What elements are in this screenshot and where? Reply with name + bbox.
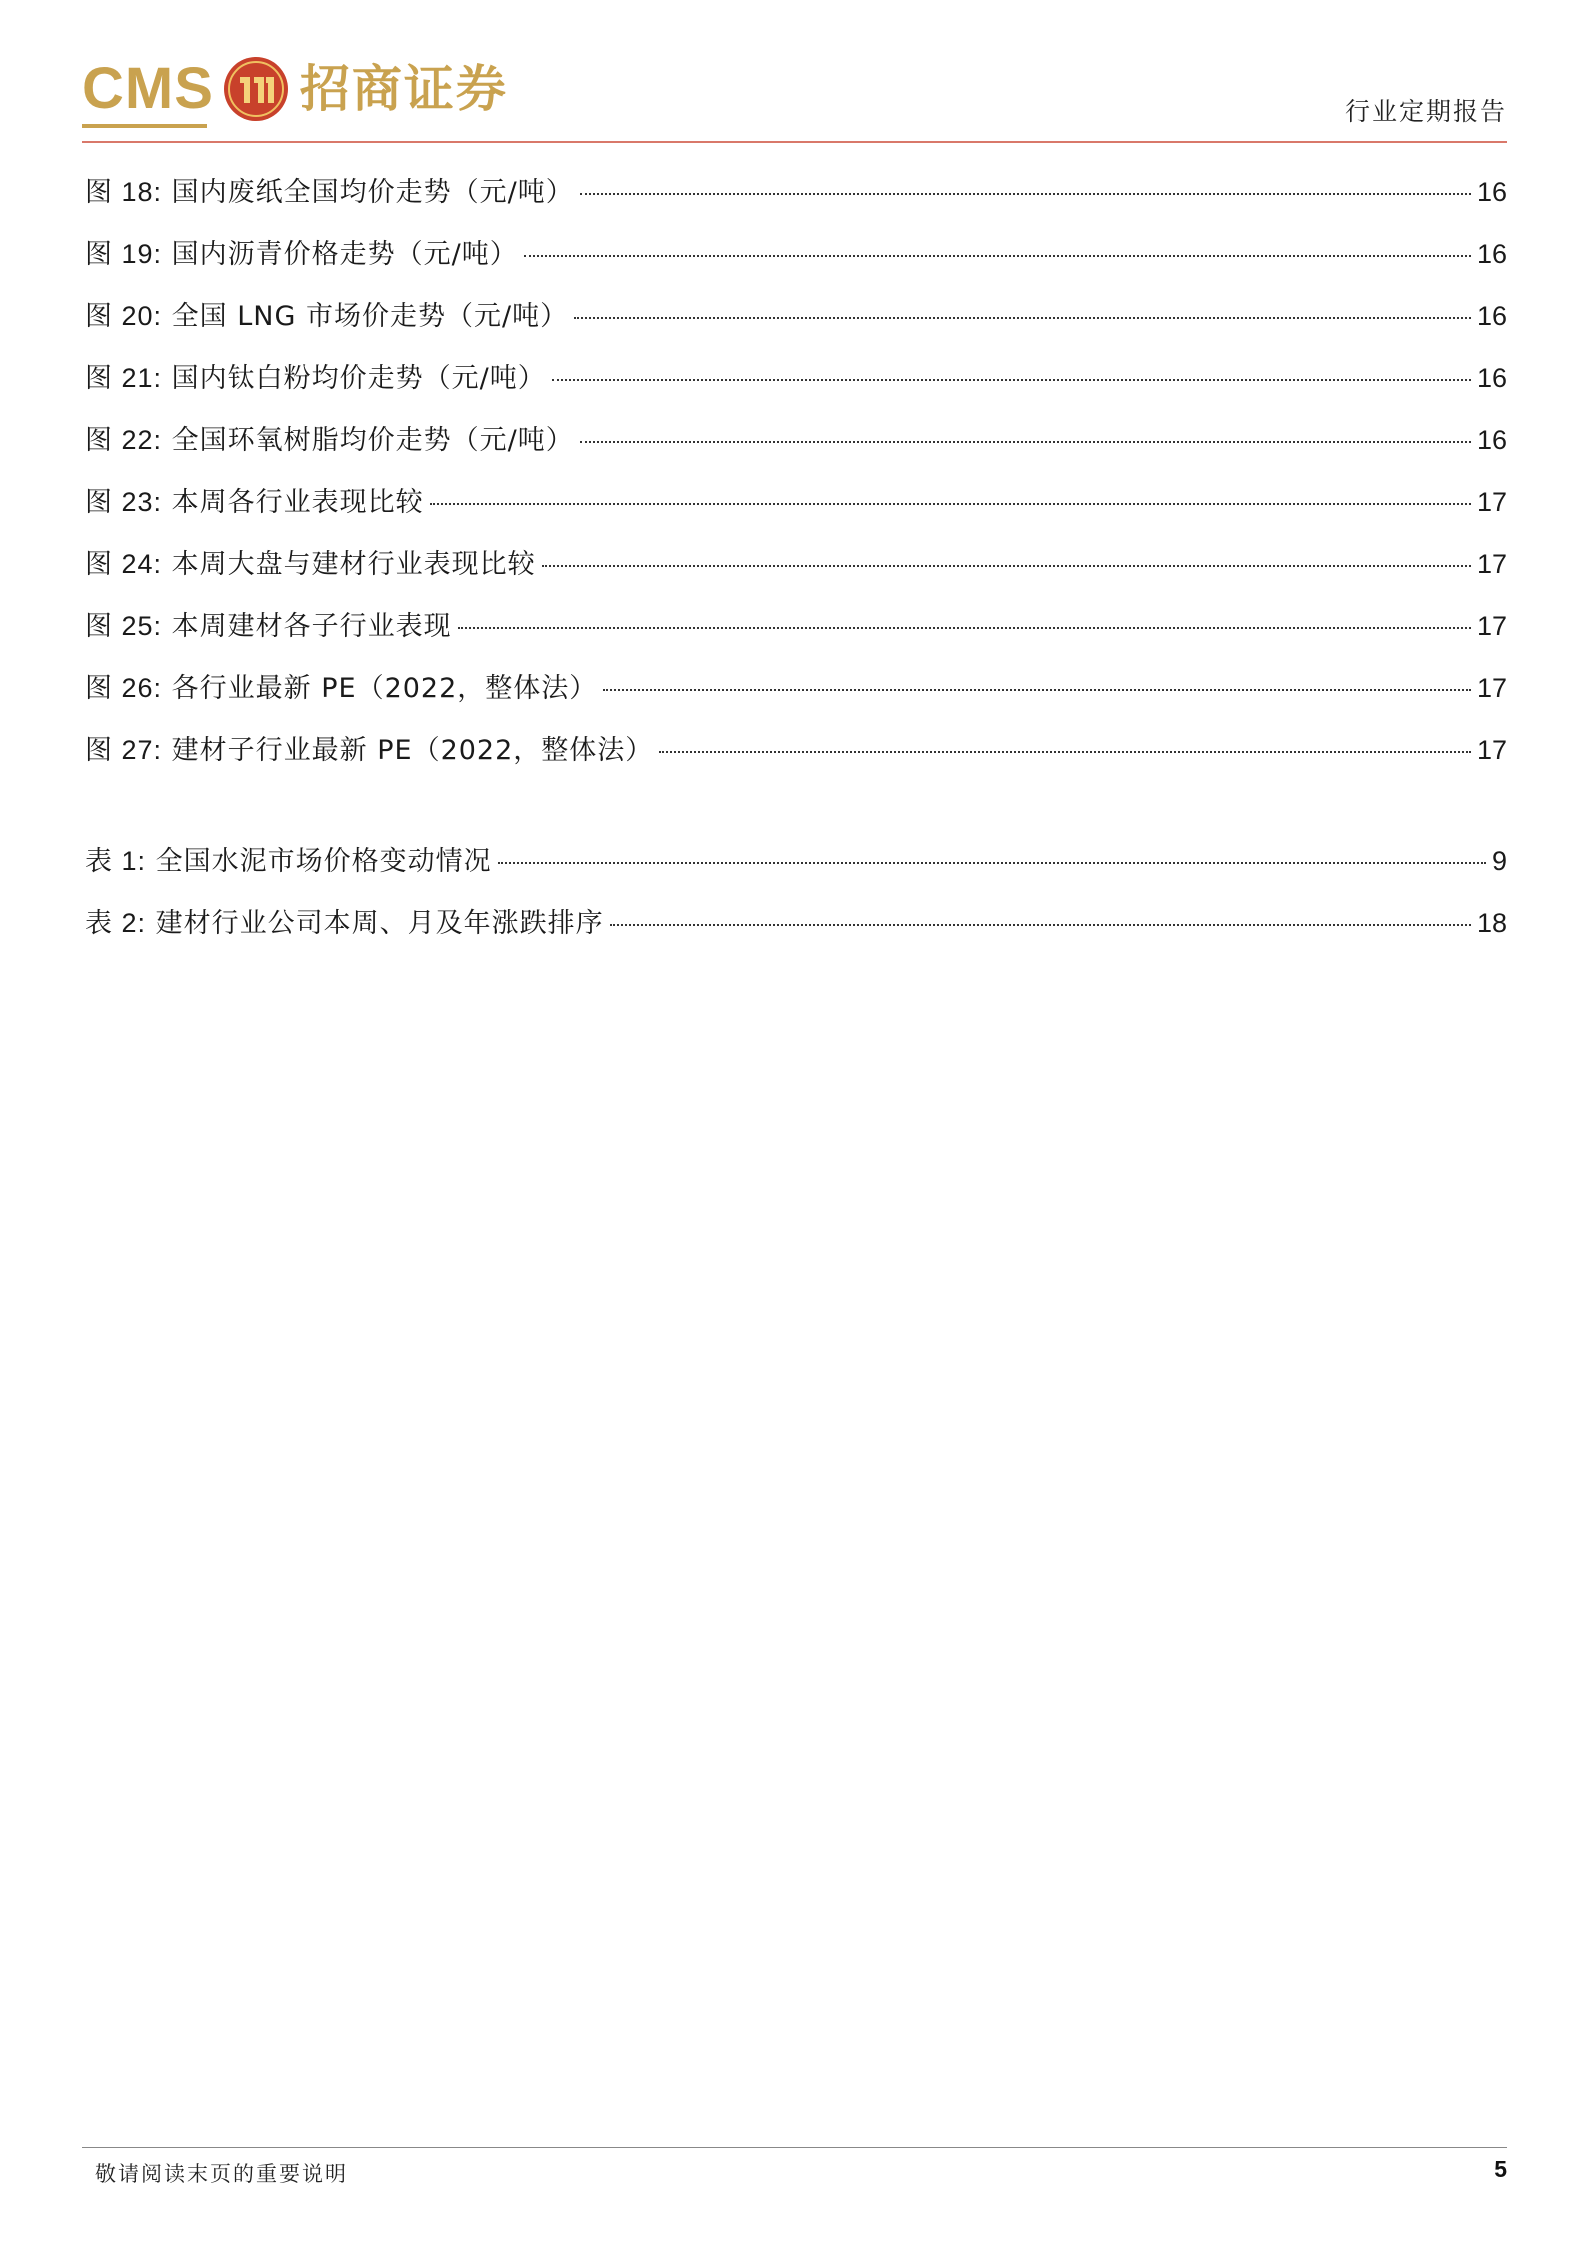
toc-entry-title: 本周建材各子行业表现 xyxy=(171,611,452,642)
toc-entry-page: 17 xyxy=(1476,673,1507,703)
toc-dot-leader xyxy=(580,441,1471,443)
toc-entry-title: 全国水泥市场价格变动情况 xyxy=(155,846,492,877)
toc-entry-prefix: 图 26: xyxy=(85,673,163,703)
toc-entry-page: 16 xyxy=(1476,363,1507,393)
toc-entry-title: 本周大盘与建材行业表现比较 xyxy=(171,549,536,580)
toc-entry-page: 16 xyxy=(1476,177,1507,207)
toc-entry-title: 全国 LNG 市场价走势（元/吨） xyxy=(171,301,569,332)
footer-divider xyxy=(82,2147,1507,2148)
toc-dot-leader xyxy=(659,751,1471,753)
logo-chinese-name: 招商证券 xyxy=(299,59,508,118)
toc-entry-title: 建材子行业最新 PE（2022，整体法） xyxy=(171,735,654,766)
cms-logo xyxy=(82,54,508,124)
page-header xyxy=(82,54,1507,144)
toc-entry-page: 16 xyxy=(1476,239,1507,269)
logo-underline xyxy=(82,124,207,128)
toc-entry-label xyxy=(85,482,424,523)
toc-entry-prefix: 图 20: xyxy=(85,301,163,331)
figure-toc-row[interactable] xyxy=(85,296,1507,358)
toc-entry-title: 国内沥青价格走势（元/吨） xyxy=(171,239,518,270)
table-toc-row[interactable] xyxy=(85,841,1507,903)
toc-entry-prefix: 图 22: xyxy=(85,425,163,455)
toc-dot-leader xyxy=(610,924,1471,926)
toc-dot-leader xyxy=(498,862,1486,864)
toc-entry-title: 国内废纸全国均价走势（元/吨） xyxy=(171,177,574,208)
toc-entry-label xyxy=(85,730,653,771)
figure-toc-row[interactable] xyxy=(85,544,1507,606)
toc-entry-prefix: 图 25: xyxy=(85,611,163,641)
toc-entry-page: 17 xyxy=(1476,735,1507,765)
toc-entry-label xyxy=(85,296,568,337)
toc-entry-prefix: 图 24: xyxy=(85,549,163,579)
toc-entry-label xyxy=(85,358,546,399)
figure-toc-row[interactable] xyxy=(85,234,1507,296)
toc-dot-leader xyxy=(574,317,1471,319)
toc-entry-page: 18 xyxy=(1476,908,1507,938)
toc-entry-prefix: 表 2: xyxy=(85,908,147,938)
figure-index xyxy=(85,172,1507,792)
toc-dot-leader xyxy=(458,627,1471,629)
toc-entry-title: 各行业最新 PE（2022，整体法） xyxy=(171,673,598,704)
figure-toc-row[interactable] xyxy=(85,172,1507,234)
figure-toc-row[interactable] xyxy=(85,482,1507,544)
toc-entry-label xyxy=(85,234,518,275)
logo-text: CMS xyxy=(82,56,214,121)
toc-entry-label xyxy=(85,606,452,647)
figure-toc-row[interactable] xyxy=(85,668,1507,730)
toc-entry-title: 建材行业公司本周、月及年涨跌排序 xyxy=(155,908,604,939)
table-index xyxy=(85,841,1507,965)
toc-entry-prefix: 表 1: xyxy=(85,846,147,876)
cms-emblem-icon xyxy=(222,55,290,123)
toc-entry-page: 9 xyxy=(1491,846,1507,876)
toc-dot-leader xyxy=(552,379,1471,381)
page-number: 5 xyxy=(1494,2156,1507,2182)
header-divider xyxy=(82,141,1507,143)
toc-entry-page: 17 xyxy=(1476,611,1507,641)
toc-dot-leader xyxy=(542,565,1471,567)
toc-entry-label xyxy=(85,841,492,882)
toc-entry-title: 国内钛白粉均价走势（元/吨） xyxy=(171,363,546,394)
toc-entry-page: 17 xyxy=(1476,549,1507,579)
toc-entry-prefix: 图 18: xyxy=(85,177,163,207)
toc-dot-leader xyxy=(580,193,1471,195)
toc-entry-label xyxy=(85,172,574,213)
document-type: 行业定期报告 xyxy=(1344,97,1507,126)
toc-entry-prefix: 图 21: xyxy=(85,363,163,393)
figure-toc-row[interactable] xyxy=(85,730,1507,792)
toc-dot-leader xyxy=(603,689,1471,691)
toc-entry-page: 17 xyxy=(1476,487,1507,517)
toc-entry-title: 本周各行业表现比较 xyxy=(171,487,424,518)
toc-entry-label xyxy=(85,903,604,944)
toc-entry-prefix: 图 27: xyxy=(85,735,163,765)
toc-entry-page: 16 xyxy=(1476,425,1507,455)
table-toc-row[interactable] xyxy=(85,903,1507,965)
figure-toc-row[interactable] xyxy=(85,358,1507,420)
toc-entry-prefix: 图 19: xyxy=(85,239,163,269)
toc-entry-prefix: 图 23: xyxy=(85,487,163,517)
toc-entry-label xyxy=(85,544,536,585)
toc-entry-title: 全国环氧树脂均价走势（元/吨） xyxy=(171,425,574,456)
footer-disclaimer-note: 敬请阅读末页的重要说明 xyxy=(95,2162,348,2186)
toc-dot-leader xyxy=(430,503,1471,505)
figure-toc-row[interactable] xyxy=(85,420,1507,482)
toc-entry-label xyxy=(85,420,574,461)
figure-toc-row[interactable] xyxy=(85,606,1507,668)
toc-entry-label xyxy=(85,668,597,709)
toc-dot-leader xyxy=(524,255,1471,257)
toc-entry-page: 16 xyxy=(1476,301,1507,331)
